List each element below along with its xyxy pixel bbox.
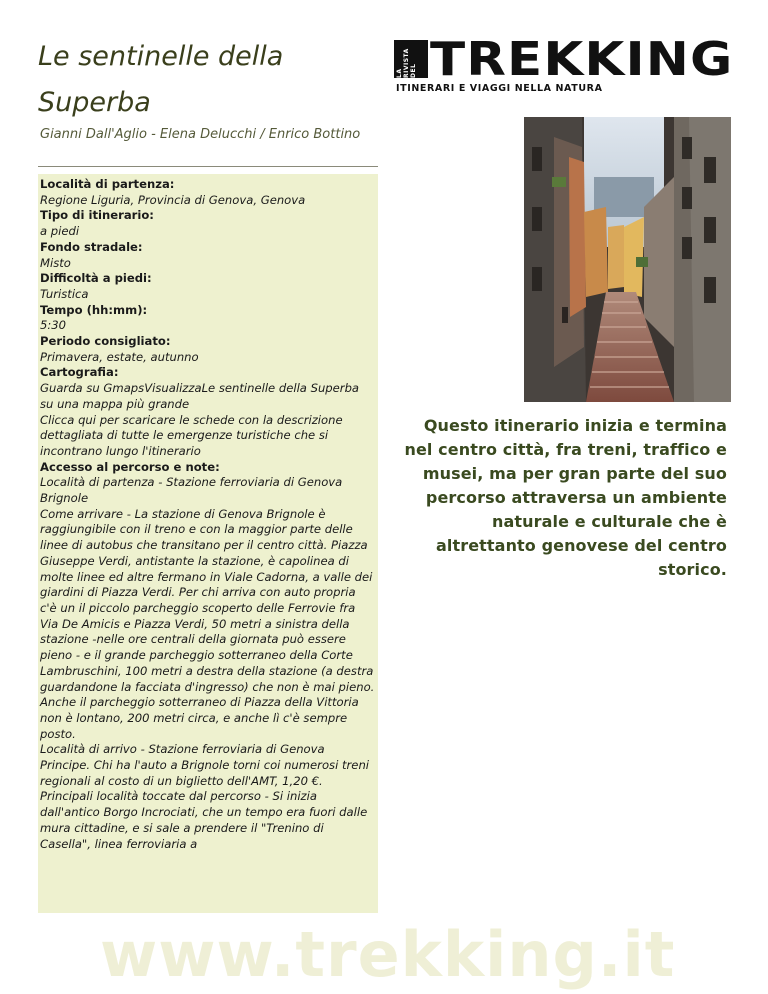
field-label-time: Tempo (hh:mm):: [40, 302, 148, 317]
field-label-start: Località di partenza:: [40, 177, 175, 191]
logo-mark: [394, 40, 428, 78]
download-link[interactable]: Clicca qui per scaricare le schede con la descrizione dettagliata di tutte le emergenze turistiche che si incontrano lungo l'itinerario: [40, 412, 343, 458]
page-title: Le sentinelle della Superba: [38, 41, 284, 118]
field-value-start: Regione Liguria, Provincia di Genova, Genova: [40, 192, 306, 207]
field-value-difficulty: Turistica: [40, 286, 89, 301]
logo-mark-text: LA RIVISTA DEL: [396, 48, 417, 78]
access-label: Accesso al percorso e note:: [40, 459, 220, 474]
logo-wordmark: TREKKING: [430, 32, 734, 86]
field-label-type: Tipo di itinerario:: [40, 208, 154, 223]
intro-quote: Questo itinerario inizia e termina nel centro città, fra treni, traffico e musei, ma per gran parte del suo percorso attraversa un ambiente naturale e culturale che è altrettanto genovese del centro storico.: [404, 416, 727, 579]
genoa-alley-photo: [524, 117, 731, 402]
field-value-surface: Misto: [40, 255, 71, 270]
title-divider: [38, 166, 378, 167]
logo-subtitle: ITINERARI E VIAGGI NELLA NATURA: [396, 83, 603, 94]
map-link[interactable]: Guarda su GmapsVisualizzaLe sentinelle della Superba su una mappa più grande: [40, 381, 360, 411]
trekking-logo: [394, 32, 734, 96]
field-label-cartography: Cartografia:: [40, 365, 119, 380]
authors: Gianni Dall'Aglio - Elena Delucchi / Enrico Bottino: [40, 127, 361, 142]
field-label-period: Periodo consigliato:: [40, 334, 171, 349]
access-paragraph: Principali località toccate dal percorso - Si inizia dall'antico Borgo Incrociati, che un tempo era fuori dalle mura cittadine, e si sale a prendere il "Trenino di Casella", linea ferroviaria a: [40, 789, 368, 851]
field-value-time: 5:30: [40, 318, 67, 333]
access-paragraph: Località di partenza - Stazione ferroviaria di Genova Brignole: [40, 475, 343, 506]
field-value-period: Primavera, estate, autunno: [40, 349, 199, 364]
info-panel: [38, 174, 378, 913]
access-paragraph: Come arrivare - La stazione di Genova Brignole è raggiungibile con il treno e con la maggior parte delle linee di autobus che transitano per il centro città. Piazza Giuseppe Verdi, antistante la stazione, è capolinea di molte linee ed altre fermano in Viale Cadorna, a valle dei giardini di Piazza Verdi. Per chi arriva con auto propria c'è un il piccolo parcheggio scoperto delle Ferrovie fra Via De Amicis e Piazza Verdi, 50 metri a sinistra della stazione -nelle ore centrali della giornata può essere pieno - e il grande parcheggio sotterraneo della Corte Lambruschini, 100 metri a destra della stazione (a destra guardandone la facciata d'ingresso) che non è mai pieno. Anche il parcheggio sotterraneo di Piazza della Vittoria non è lontano, 200 metri circa, e anche lì c'è sempre posto.: [40, 506, 375, 741]
field-label-surface: Fondo stradale:: [40, 239, 143, 254]
field-label-difficulty: Difficoltà a piedi:: [40, 271, 152, 286]
access-paragraph: Località di arrivo - Stazione ferroviaria di Genova Principe. Chi ha l'auto a Brignole torni coi numerosi treni regionali al costo di un biglietto dell'AMT, 1,20 €.: [40, 742, 370, 788]
site-url-watermark[interactable]: www.trekking.it: [100, 918, 676, 991]
field-value-type: a piedi: [40, 224, 80, 239]
